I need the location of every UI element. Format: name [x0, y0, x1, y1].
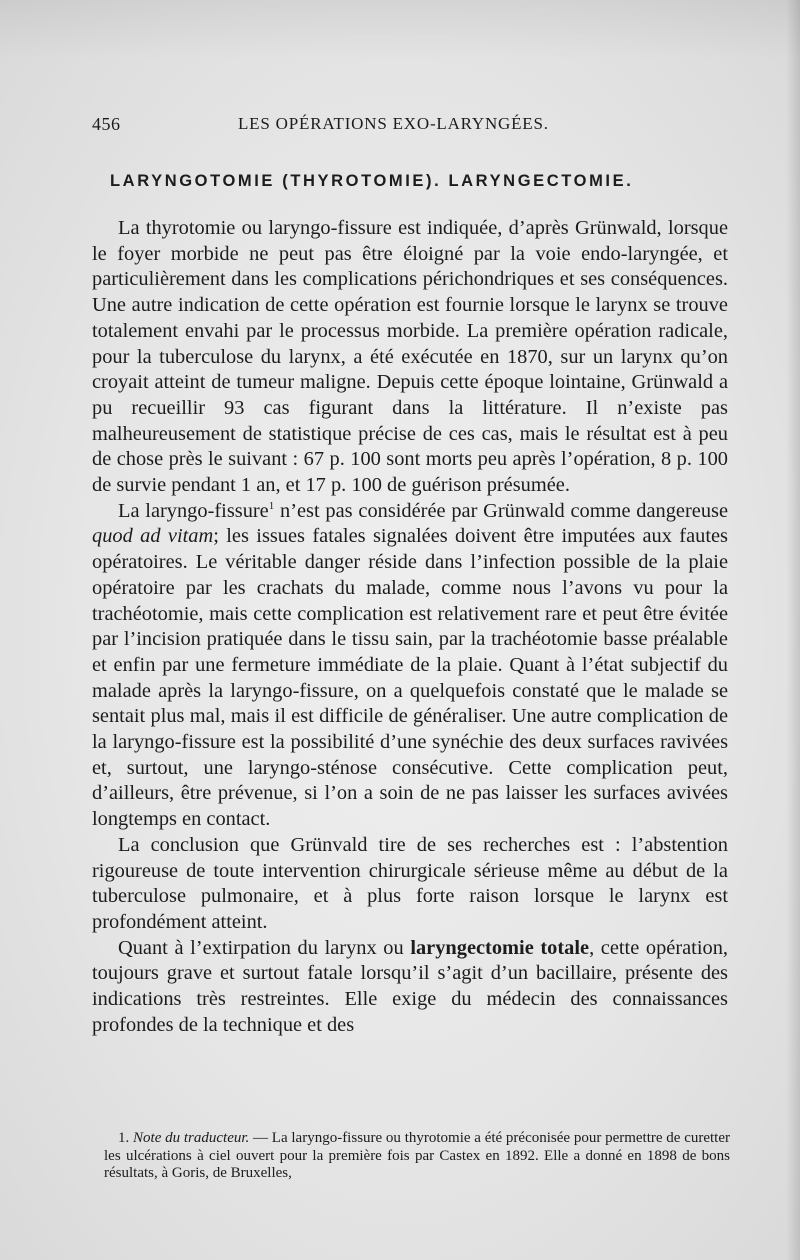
paragraph-2-start: La laryngo-fissure	[118, 499, 269, 522]
running-head	[92, 114, 728, 140]
page-edge-shadow	[786, 0, 800, 1260]
paragraph-2	[92, 499, 728, 833]
running-title: LES OPÉRATIONS EXO-LARYNGÉES.	[238, 114, 549, 133]
footnote-label: Note du traducteur.	[133, 1130, 250, 1146]
page-top-shadow	[0, 0, 800, 60]
footnote	[104, 1130, 730, 1183]
body-text	[92, 216, 728, 1039]
paragraph-4-start: Quant à l’extirpation du larynx ou	[118, 936, 411, 959]
footnote-text: — La laryngo-fissure ou thyrotomie a été préconisée pour permettre de curetter les ulcérations à ciel ouvert pour la première fois par Castex en 1892. Elle a donné en 1898 de bons résultats, à Goris, de Bruxelles,	[104, 1130, 731, 1182]
paragraph-2-end: ; les issues fatales signalées doivent être imputées aux fautes opératoires. Le véritable danger réside dans l’infection possible de la plaie opératoire par les crachats du malade, comme nous l’avons vu pour la trachéotomie, mais cette complication est relativement rare et peut être évitée par l’incision pratiquée dans le tissu sain, par la trachéotomie basse préalable et enfin par une fermeture immédiate de la plaie. Quant à l’état subjectif du malade après la laryngo-fissure, on a quelquefois constaté que le malade se sentait plus mal, mais il est difficile de généraliser. Une autre complication de la laryngo-fissure est la possibilité d’une synéchie des deux surfaces ravivées et, surtout, une laryngo-sténose consécutive. Cette complication peut, d’ailleurs, être prévenue, si l’on a soin de ne pas laisser les surfaces avivées longtemps en contact.	[92, 525, 728, 831]
paragraph-2-mid: n’est pas considérée par Grünwald comme dangereuse	[274, 499, 729, 522]
paragraph-3: La conclusion que Grünvald tire de ses recherches est : l’abstention rigoureuse de toute intervention chirurgicale sérieuse même au début de la tuberculose pulmonaire, et à plus forte raison lorsque le larynx est profondément atteint.	[92, 833, 728, 933]
page-number: 456	[92, 114, 121, 134]
paragraph-4-end: , cette opération, toujours grave et surtout fatale lorsqu’il s’agit d’un bacillaire, présente des indications très restreintes. Elle exige du médecin des connaissances profondes de la technique et des	[92, 936, 728, 1036]
footnote-number: 1.	[118, 1130, 130, 1146]
footnote-marker: 1	[268, 499, 275, 512]
section-heading: LARYNGOTOMIE (THYROTOMIE). LARYNGECTOMIE.	[110, 172, 634, 190]
paragraph-1: La thyrotomie ou laryngo-fissure est indiquée, d’après Grünwald, lorsque le foyer morbide ne peut pas être éloigné par la voie endo-laryngée, et particulièrement dans les complications périchondriques et ses conséquences. Une autre indication de cette opération est fournie lorsque le larynx se trouve totalement envahi par le processus morbide. La première opération radicale, pour la tuberculose du larynx, a été exécutée en 1870, sur un larynx qu’on croyait atteint de tumeur maligne. Depuis cette époque lointaine, Grünwald a pu recueillir 93 cas figurant dans la littérature. Il n’existe pas malheureusement de statistique précise de ces cas, mais le résultat est à peu de chose près le suivant : 67 p. 100 sont morts peu après l’opération, 8 p. 100 de survie pendant 1 an, et 17 p. 100 de guérison présumée.	[92, 217, 728, 497]
paragraph-4	[92, 936, 728, 1039]
latin-phrase: quod ad vitam	[92, 525, 214, 548]
bold-term: laryngectomie totale	[410, 936, 590, 959]
